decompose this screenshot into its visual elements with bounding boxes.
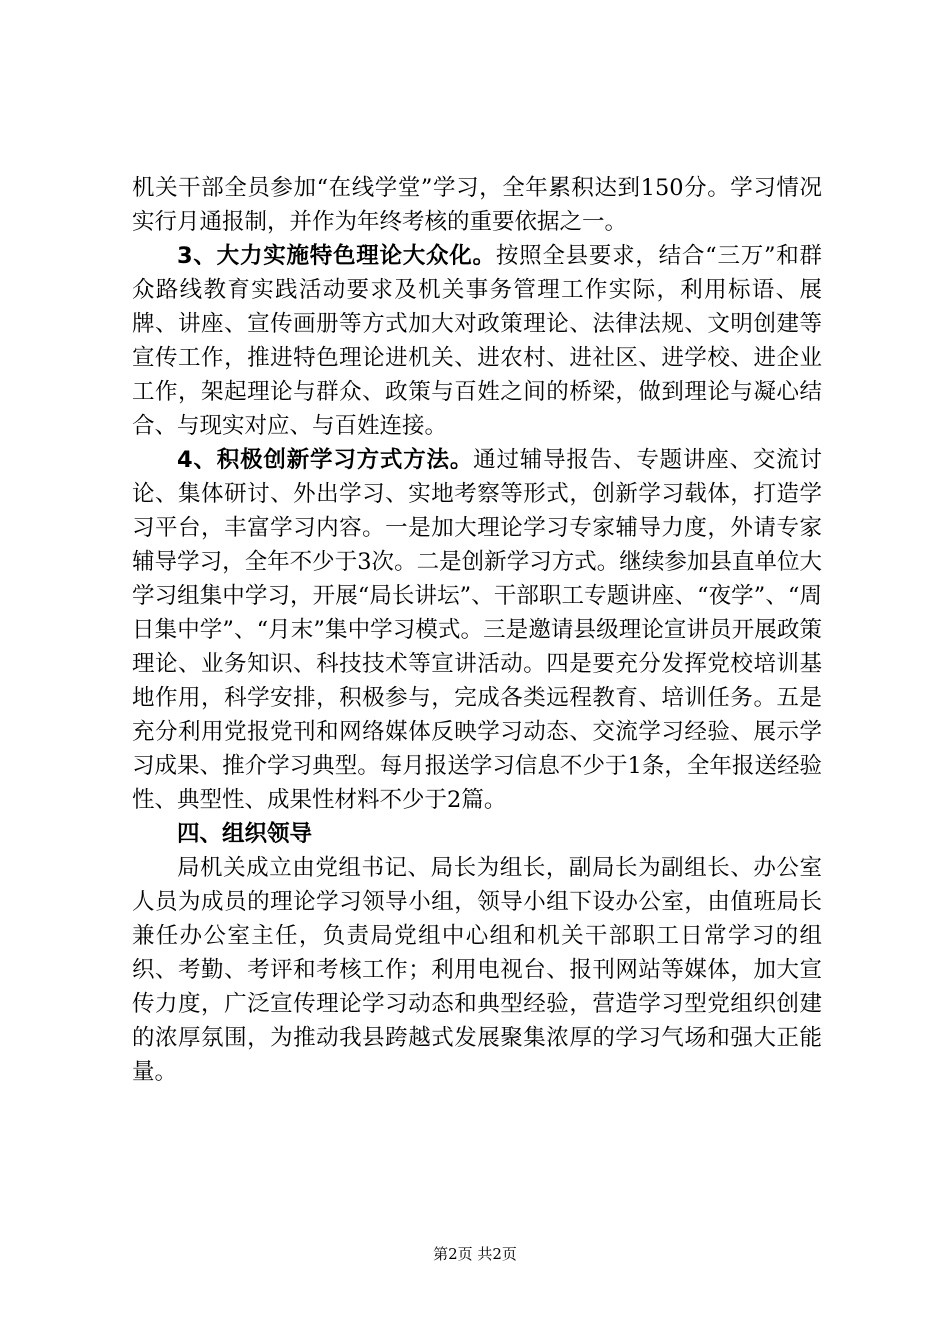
item-3-heading: 3、大力实施特色理论大众化。 [177,243,496,269]
paragraph-section-4: 局机关成立由党组书记、局长为组长，副局长为副组长、办公室人员为成员的理论学习领导小组，领导小组下设办公室，由值班局长兼任办公室主任，负责局党组中心组和机关干部职工日常学习的组织、考勤、考评和考核工作；利用电视台、报刊网站等媒体，加大宣传力度，广泛宣传理论学习动态和典型经验，营造学习型党组织创建的浓厚氛围，为推动我县跨越式发展聚集浓厚的学习气场和强大正能量。 [132,855,822,1085]
item-4-body: 通过辅导报告、专题讲座、交流讨论、集体研讨、外出学习、实地考察等形式，创新学习载体，打造学习平台，丰富学习内容。一是加大理论学习专家辅导力度，外请专家辅导学习，全年不少于3次。二是创新学习方式。继续参加县直单位大学习组集中学习，开展“局长讲坛”、干部职工专题讲座、“夜学”、“周日集中学”、“月末”集中学习模式。三是邀请县级理论宣讲员开展政策理论、业务知识、科技技术等宣讲活动。四是要充分发挥党校培训基地作用，科学安排，积极参与，完成各类远程教育、培训任务。五是充分利用党报党刊和网络媒体反映学习动态、交流学习经验、展示学习成果、推介学习典型。每月报送学习信息不少于1条，全年报送经验性、典型性、成果性材料不少于2篇。 [132,447,822,813]
page-footer: 第2页 共2页 [433,1245,517,1263]
paragraph-online-study: 机关干部全员参加“在线学堂”学习，全年累积达到150分。学习情况实行月通报制，并作为年终考核的重要依据之一。 [132,175,822,235]
paragraph-item-3 [132,239,822,443]
paragraph-item-4 [132,443,822,817]
item-4-heading: 4、积极创新学习方式方法。 [177,447,474,473]
section-4-heading: 四、组织领导 [177,821,313,847]
document-body [132,171,822,1089]
item-3-body: 按照全县要求，结合“三万”和群众路线教育实践活动要求及机关事务管理工作实际，利用标语、展牌、讲座、宣传画册等方式加大对政策理论、法律法规、文明创建等宣传工作，推进特色理论进机关、进农村、进社区、进学校、进企业工作，架起理论与群众、政策与百姓之间的桥梁，做到理论与凝心结合、与现实对应、与百姓连接。 [132,243,822,439]
